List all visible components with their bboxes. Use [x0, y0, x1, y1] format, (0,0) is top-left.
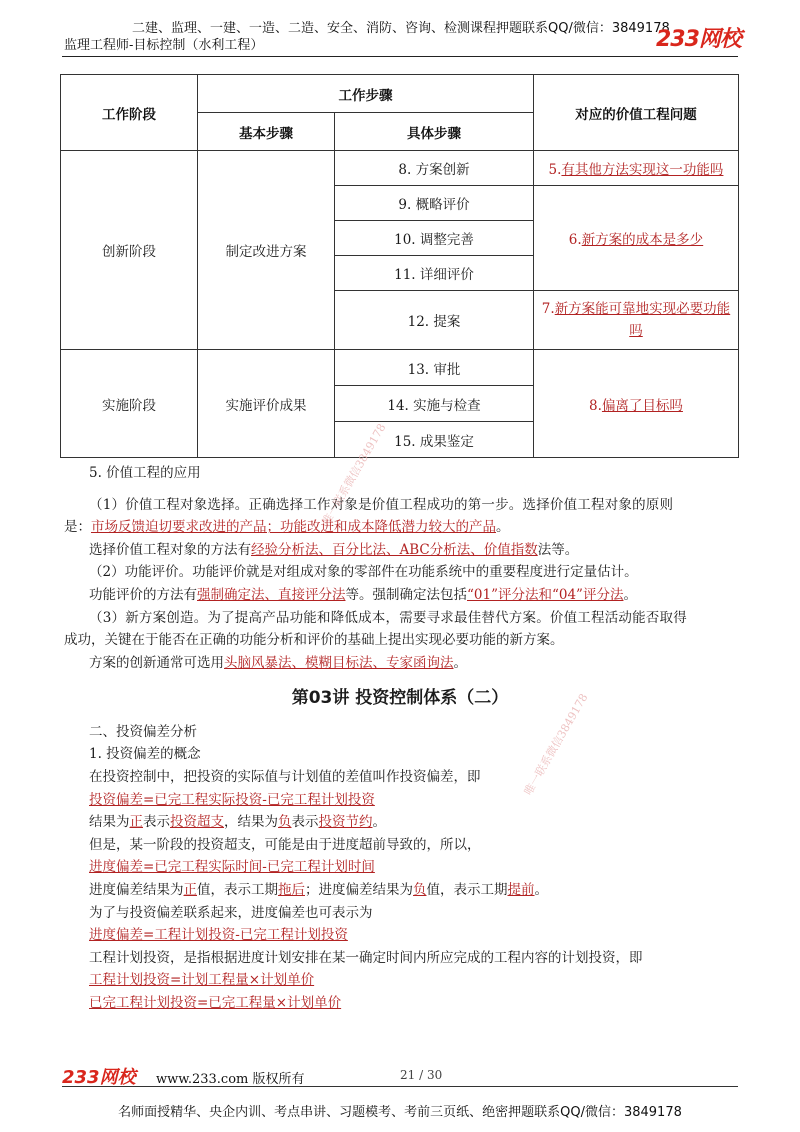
section5-p2: 选择价值工程对象的方法有经验分析法、百分比法、ABC分析法、价值指数法等。 [89, 542, 579, 558]
section2-l5: 为了与投资偏差联系起来，进度偏差也可表示为 [89, 905, 373, 921]
section2-heading: 二、投资偏差分析 [89, 724, 197, 740]
lecture-title: 第03讲 投资控制体系（二） [291, 688, 509, 708]
value-engineering-table [60, 74, 739, 458]
step-13: 13. 审批 [335, 350, 534, 386]
footer-ad: 名师面授精华、央企内训、考点串讲、习题模考、考前三页纸、绝密押题联系QQ/微信：3849178 [118, 1105, 682, 1120]
formula-planned-investment: 工程计划投资=计划工程量×计划单价 [89, 972, 315, 988]
section5-p3: （2）功能评价。功能评价就是对组成对象的零部件在功能系统中的重要程度进行定量估计。 [89, 564, 638, 580]
col-stage-header: 工作阶段 [61, 75, 198, 151]
col-specific-header: 具体步骤 [335, 113, 534, 151]
section2-l6: 工程计划投资，是指根据进度计划安排在某一确定时间内所应完成的工程内容的计划投资，即 [89, 950, 643, 966]
section5-p1b: 是：市场反馈迫切要求改进的产品；功能改进和成本降低潜力较大的产品。 [64, 519, 510, 535]
step-15: 15. 成果鉴定 [335, 422, 534, 458]
formula-completed-planned-investment: 已完工程计划投资=已完工程量×计划单价 [89, 995, 342, 1011]
header-courses: 二建、监理、一建、一造、二造、安全、消防、咨询、检测课程押题联系QQ/微信：3849178 [132, 21, 670, 36]
col-steps-header: 工作步骤 [198, 75, 534, 113]
question-7: 7.新方案能可靠地实现必要功能吗 [534, 291, 739, 350]
step-10: 10. 调整完善 [335, 221, 534, 256]
question-8: 8.偏离了目标吗 [534, 350, 739, 458]
stage-innovation: 创新阶段 [61, 151, 198, 350]
basic-implementation: 实施评价成果 [198, 350, 335, 458]
page-number: 21 / 30 [400, 1068, 443, 1082]
header-divider [62, 56, 738, 57]
step-14: 14. 实施与检查 [335, 386, 534, 422]
watermark-text: 唯一联系微信3849178 [319, 421, 389, 528]
section2-l1: 在投资控制中，把投资的实际值与计划值的差值叫作投资偏差，即 [89, 769, 481, 785]
section5-p5b: 成功，关键在于能否在正确的功能分析和评价的基础上提出实现必要功能的新方案。 [64, 632, 564, 648]
col-question-header: 对应的价值工程问题 [534, 75, 739, 151]
header-subtitle: 监理工程师-目标控制（水利工程） [64, 38, 264, 53]
section5-title: 5. 价值工程的应用 [89, 465, 201, 481]
section2-l2: 结果为正表示投资超支，结果为负表示投资节约。 [89, 814, 386, 830]
step-9: 9. 概略评价 [335, 186, 534, 221]
question-5: 5.有其他方法实现这一功能吗 [534, 151, 739, 186]
footer-copyright: www.233.com 版权所有 [156, 1072, 305, 1087]
brand-logo: 233网校 [656, 27, 741, 52]
step-11: 11. 详细评价 [335, 256, 534, 291]
formula-schedule-deviation-cost: 进度偏差=工程计划投资-已完工程计划投资 [89, 927, 348, 943]
col-basic-header: 基本步骤 [198, 113, 335, 151]
question-6: 6.新方案的成本是多少 [534, 186, 739, 291]
section2-l4: 进度偏差结果为正值，表示工期拖后；进度偏差结果为负值，表示工期提前。 [89, 882, 548, 898]
watermark-text: 唯一联系微信3849178 [521, 691, 591, 798]
section2-l3: 但是，某一阶段的投资超支，可能是由于进度超前导致的，所以， [89, 837, 481, 853]
section5-p6: 方案的创新通常可选用头脑风暴法、模糊目标法、专家函询法。 [89, 655, 467, 671]
step-12: 12. 提案 [335, 291, 534, 350]
section2-sub1: 1. 投资偏差的概念 [89, 746, 201, 762]
section5-p5a: （3）新方案创造。为了提高产品功能和降低成本，需要寻求最佳替代方案。价值工程活动能否取得 [89, 610, 687, 626]
section5-p1a: （1）价值工程对象选择。正确选择工作对象是价值工程成功的第一步。选择价值工程对象的原则 [89, 497, 674, 513]
footer-divider [62, 1086, 738, 1087]
section5-p4: 功能评价的方法有强制确定法、直接评分法等。强制确定法包括“01”评分法和“04”评分法。 [89, 587, 637, 603]
basic-innovation: 制定改进方案 [198, 151, 335, 350]
stage-implementation: 实施阶段 [61, 350, 198, 458]
formula-investment-deviation: 投资偏差=已完工程实际投资-已完工程计划投资 [89, 792, 375, 808]
step-8: 8. 方案创新 [335, 151, 534, 186]
footer-logo: 233网校 [62, 1067, 136, 1088]
formula-schedule-deviation-time: 进度偏差=已完工程实际时间-已完工程计划时间 [89, 859, 375, 875]
